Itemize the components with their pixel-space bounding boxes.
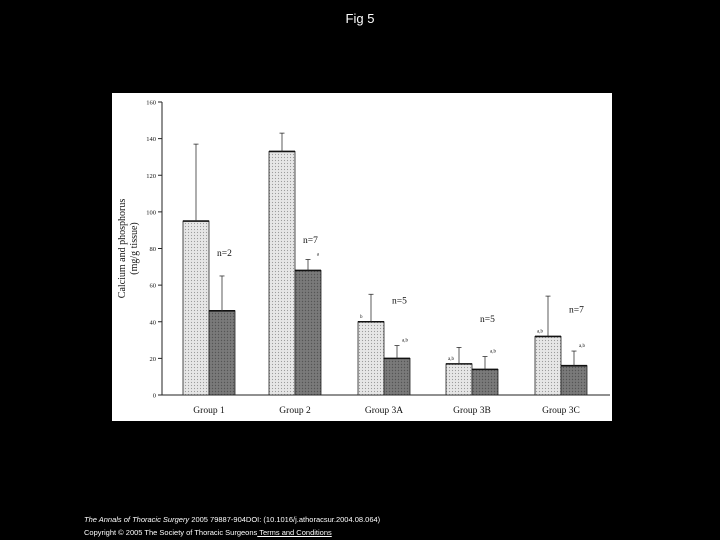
figure-panel [112, 93, 612, 421]
y-tick-label: 120 [146, 172, 156, 180]
sample-size-annotation: n=7 [303, 236, 318, 247]
y-tick-label: 140 [146, 136, 156, 144]
bar-series-1 [358, 322, 384, 395]
bar-series-2 [209, 311, 235, 395]
terms-and-conditions-link[interactable]: Terms and Conditions [257, 528, 332, 537]
bar-series-2 [561, 366, 587, 395]
significance-label: b [360, 314, 363, 320]
y-tick-label: 100 [146, 209, 156, 217]
significance-label: a,b [490, 349, 496, 355]
bar-series-1 [535, 336, 561, 395]
citation-line [84, 515, 380, 524]
copyright-text: Copyright © 2005 The Society of Thoracic Surgeons [84, 528, 258, 537]
y-axis-label-line2: (mg/g tissue) [129, 222, 140, 275]
significance-label: a,b [402, 338, 408, 344]
sample-size-annotation: n=2 [217, 248, 232, 259]
bar-series-2 [472, 369, 498, 395]
y-tick-label: 160 [146, 99, 156, 107]
copyright-line [84, 528, 332, 537]
y-axis-label-line1: Calcium and phosphorus [117, 198, 128, 299]
y-tick-label: 40 [149, 319, 156, 327]
significance-label: a,b [448, 356, 454, 362]
bar-series-1 [183, 221, 209, 395]
significance-label: a,b [579, 344, 585, 350]
significance-label: a,b [537, 329, 543, 335]
category-label: Group 3B [453, 406, 491, 416]
citation-details: 2005 79887-904DOI: (10.1016/j.athoracsur.2004.08.064) [189, 515, 381, 524]
sample-size-annotation: n=5 [480, 314, 495, 325]
sample-size-annotation: n=5 [392, 296, 407, 307]
page-title: Fig 5 [345, 11, 375, 26]
y-tick-label: 0 [152, 392, 156, 400]
bar-series-2 [384, 358, 410, 395]
significance-label: a [316, 252, 319, 258]
y-tick-label: 20 [149, 355, 156, 363]
category-label: Group 1 [193, 406, 225, 416]
category-label: Group 3C [542, 406, 580, 416]
y-tick-label: 80 [149, 246, 156, 253]
category-label: Group 2 [279, 406, 311, 416]
sample-size-annotation: n=7 [569, 305, 584, 316]
bar-series-1 [269, 151, 295, 395]
y-tick-label: 60 [149, 282, 156, 290]
bar-chart [112, 93, 612, 421]
bar-series-1 [446, 364, 472, 395]
journal-name: The Annals of Thoracic Surgery [84, 515, 190, 524]
category-label: Group 3A [364, 406, 404, 416]
bar-series-2 [295, 270, 321, 395]
